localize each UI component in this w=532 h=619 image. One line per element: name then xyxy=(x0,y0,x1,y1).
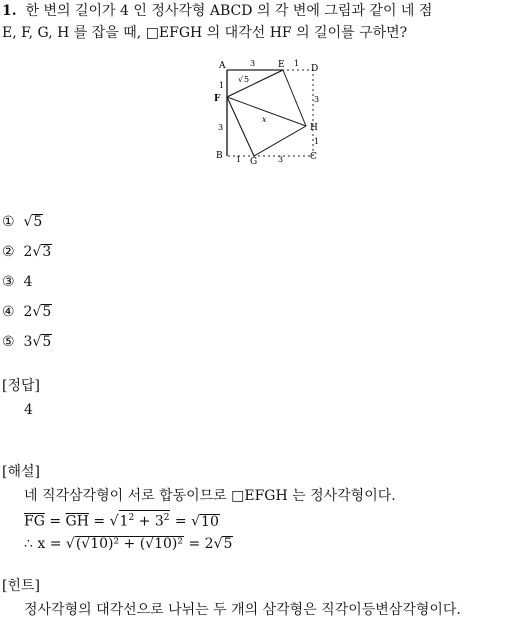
equals: = xyxy=(188,536,201,552)
option-coef: 2 xyxy=(23,244,33,260)
segment-fg-label: $\overline{FG}$ xyxy=(24,513,45,530)
radicand-10: 10 xyxy=(201,513,219,530)
label-top-3: 3 xyxy=(250,59,256,68)
segment-fe xyxy=(227,70,283,97)
explanation-line-2: $\overline{FG} = \overline{GH} = √1^2 + 3^2 = √10$ xyxy=(24,510,220,531)
label-left-1: 1 xyxy=(219,81,225,90)
question-text-1: 한 변의 길이가 4 인 정사각형 ABCD 의 각 변에 그림과 같이 네 점 xyxy=(25,3,433,19)
answer-value: 4 xyxy=(24,402,33,418)
label-x: x xyxy=(262,115,267,124)
result-coef: 2 xyxy=(204,536,214,552)
equals: = xyxy=(174,513,187,530)
therefore: ∴ x = xyxy=(24,536,62,552)
question-text-2: E, F, G, H 를 잡을 때, □EFGH 의 대각선 HF 의 길이를 구하면? xyxy=(2,25,408,41)
label-right-1: 1 xyxy=(314,137,320,146)
equals: = xyxy=(49,513,62,530)
segment-gh-label: $\overline{GH}$ xyxy=(65,513,89,530)
vertex-g: G xyxy=(250,157,258,167)
hint-header: [힌트] xyxy=(2,578,40,594)
vertex-h: H xyxy=(310,123,318,133)
square-figure xyxy=(210,58,330,170)
equals: = xyxy=(93,513,106,530)
question-line-1 xyxy=(2,2,432,20)
label-bottom-1: 1 xyxy=(236,155,242,164)
option-radicand: 5 xyxy=(42,304,52,320)
result-radicand: 5 xyxy=(223,536,233,552)
radicand-x: (√10)² + (√10)² xyxy=(75,536,183,552)
option-3[interactable] xyxy=(2,273,32,291)
vertex-b: B xyxy=(216,151,223,161)
explanation-line-1: 네 직각삼각형이 서로 합동이므로 □EFGH 는 정사각형이다. xyxy=(24,488,396,504)
option-mark: ② xyxy=(2,244,15,260)
term-1: 1 xyxy=(119,513,129,530)
label-sqrt-sign: √ xyxy=(238,75,244,84)
label-bottom-3: 3 xyxy=(278,155,284,164)
label-left-3: 3 xyxy=(218,123,224,132)
option-radicand: 5 xyxy=(33,214,43,230)
option-mark: ⑤ xyxy=(2,334,15,350)
label-top-1: 1 xyxy=(294,59,300,68)
option-value: 4 xyxy=(23,274,33,290)
vertex-f: F xyxy=(214,94,221,104)
explanation-header: [해설] xyxy=(2,464,40,480)
option-coef: 3 xyxy=(23,334,33,350)
option-radicand: 5 xyxy=(42,334,52,350)
vertex-c: C xyxy=(310,152,317,162)
option-mark: ① xyxy=(2,214,15,230)
hint-line-1: 정사각형의 대각선으로 나뉘는 두 개의 삼각형은 직각이등변삼각형이다. xyxy=(24,602,461,618)
option-mark: ④ xyxy=(2,304,15,320)
option-1[interactable]: ① √5 xyxy=(2,214,43,230)
label-right-3: 3 xyxy=(314,95,320,104)
option-mark: ③ xyxy=(2,274,15,290)
explanation-line-3: ∴ x = √(√10)² + (√10)² = 2√5 xyxy=(24,536,233,552)
answer-header: [정답] xyxy=(2,378,40,394)
option-radicand: 3 xyxy=(42,244,52,260)
vertex-a: A xyxy=(219,61,226,71)
vertex-d: D xyxy=(311,64,319,74)
label-sqrt5: 5 xyxy=(244,75,250,84)
vertex-e: E xyxy=(278,60,285,70)
option-2[interactable]: ② 2√3 xyxy=(2,244,52,260)
option-coef: 2 xyxy=(23,304,33,320)
question-number: 1. xyxy=(2,3,17,19)
option-4[interactable]: ④ 2√5 xyxy=(2,304,52,320)
term-3: 3 xyxy=(154,513,164,530)
radicand-sum: $1^2 + 3^2$ xyxy=(119,510,171,529)
option-5[interactable]: ⑤ 3√5 xyxy=(2,334,52,350)
